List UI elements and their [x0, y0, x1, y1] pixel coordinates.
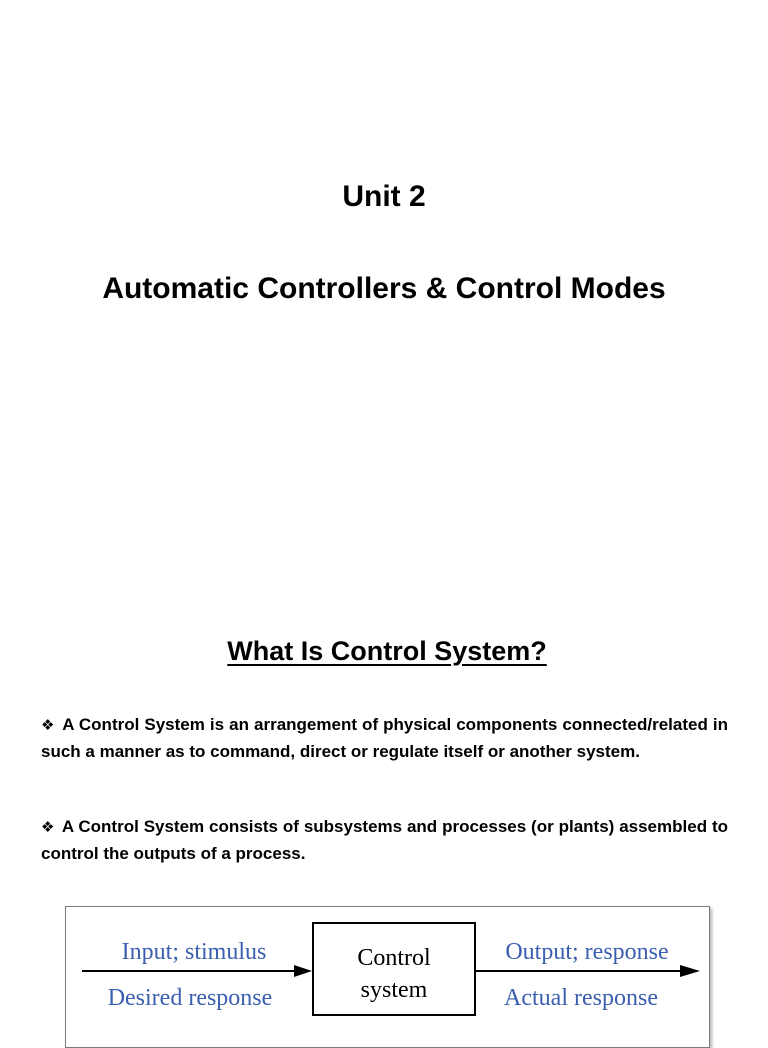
output-label-top: Output; response	[505, 939, 669, 965]
bullet-text-2: A Control System consists of subsystems and processes (or plants) assembled to control the outputs of a process.	[41, 817, 728, 863]
block-diagram-svg	[66, 907, 709, 1047]
bullet-paragraph-2	[41, 814, 728, 867]
output-label-bottom: Actual response	[504, 985, 658, 1011]
section-heading: What Is Control System?	[227, 636, 547, 666]
unit-title: Unit 2	[342, 180, 426, 213]
box-label-line2: system	[360, 977, 428, 1003]
input-arrowhead-icon	[294, 965, 312, 977]
unit-subtitle: Automatic Controllers & Control Modes	[102, 272, 666, 305]
output-arrowhead-icon	[680, 965, 700, 977]
box-label-line1: Control	[357, 945, 431, 971]
input-label-top: Input; stimulus	[121, 939, 267, 965]
input-label-bottom: Desired response	[107, 985, 273, 1011]
control-system-diagram	[65, 906, 710, 1048]
bullet-paragraph-1	[41, 712, 728, 765]
bullet-text-1: A Control System is an arrangement of physical components connected/related in such a manner as to command, direct or regulate itself or another system.	[41, 715, 728, 761]
diamond-bullet-icon: ❖	[41, 819, 55, 836]
diamond-bullet-icon: ❖	[41, 717, 55, 734]
